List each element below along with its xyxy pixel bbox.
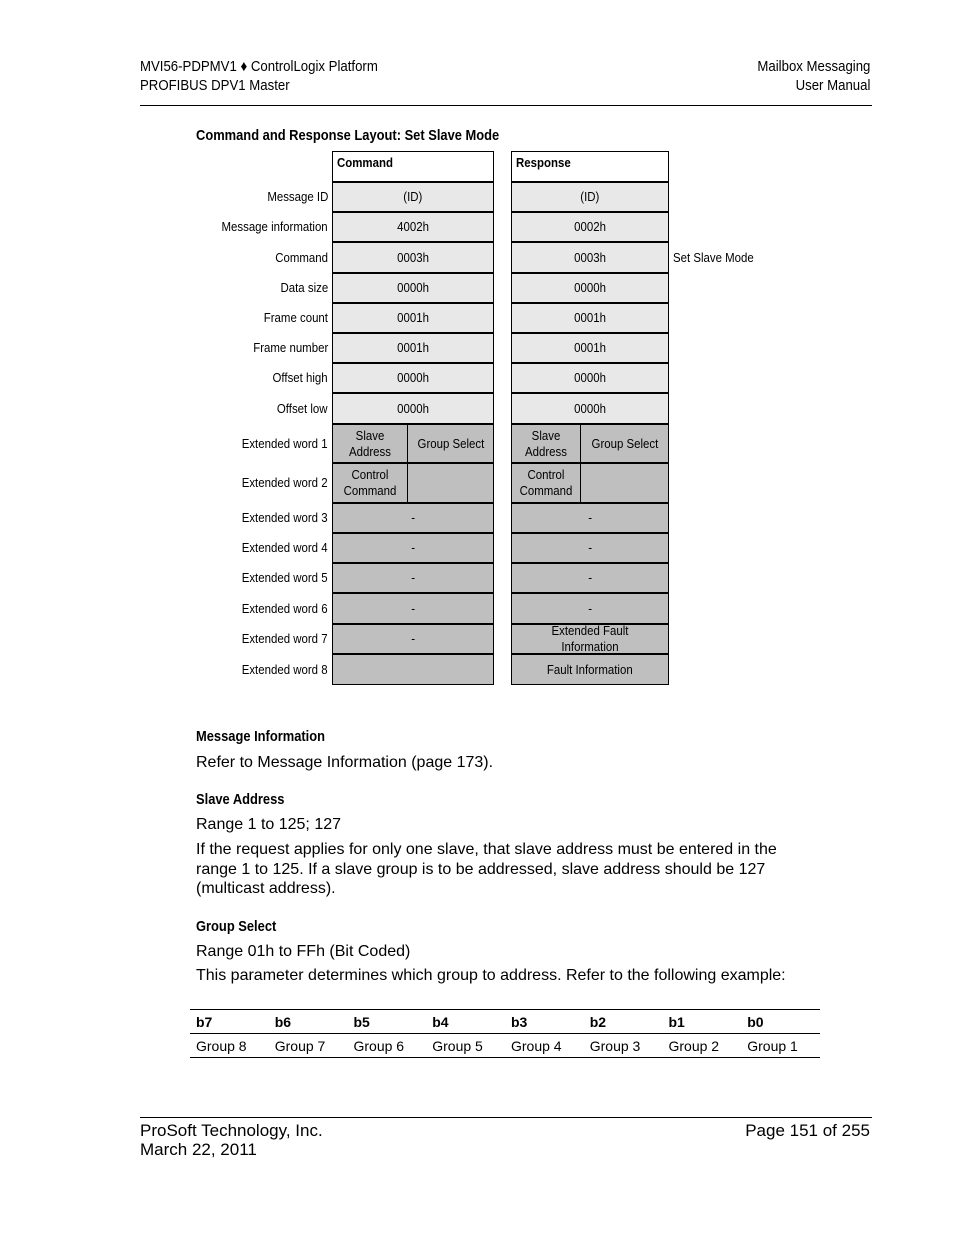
command-cell-text: (ID) bbox=[403, 189, 423, 204]
command-cell-text: 0003h bbox=[397, 249, 429, 265]
command-cell-text: - bbox=[411, 540, 415, 555]
row-note: Set Slave Mode bbox=[673, 249, 754, 265]
command-cell bbox=[407, 463, 494, 503]
command-cell-text: - bbox=[411, 631, 415, 646]
row-label: Command bbox=[275, 249, 328, 265]
header-doc-type: User Manual bbox=[795, 77, 870, 94]
row-label: Extended word 6 bbox=[242, 600, 328, 616]
group-select-text: This parameter determines which group to address. Refer to the following example: bbox=[196, 967, 786, 984]
message-info-text: Refer to Message Information (page 173). bbox=[196, 754, 494, 771]
command-cell-text: Slave Address bbox=[349, 427, 391, 459]
group-cell: Group 4 bbox=[505, 1034, 584, 1058]
command-cell-text: 0000h bbox=[397, 370, 429, 385]
command-cell bbox=[332, 393, 494, 424]
response-cell-text: Fault Information bbox=[547, 661, 633, 677]
response-cell bbox=[511, 393, 669, 424]
bit-cell: b0 bbox=[741, 1010, 820, 1034]
header-left bbox=[140, 57, 378, 95]
command-cell bbox=[332, 303, 494, 333]
command-cell-text: Control Command bbox=[343, 467, 397, 498]
command-cell-text: - bbox=[411, 600, 415, 616]
group-cell: Group 1 bbox=[741, 1034, 820, 1058]
response-cell bbox=[511, 503, 669, 533]
footer-date: March 22, 2011 bbox=[140, 1140, 257, 1159]
row-label: Extended word 8 bbox=[242, 661, 328, 677]
command-cell bbox=[332, 273, 494, 303]
response-cell bbox=[511, 654, 669, 685]
response-cell bbox=[511, 533, 669, 563]
row-label: Extended word 5 bbox=[242, 570, 328, 585]
slave-address-range: Range 1 to 125; 127 bbox=[196, 816, 342, 833]
command-cell bbox=[332, 424, 408, 463]
row-label: Extended word 2 bbox=[242, 475, 328, 490]
command-cell-text: 0000h bbox=[397, 280, 429, 295]
row-label: Extended word 7 bbox=[242, 631, 328, 646]
footer-left bbox=[140, 1121, 323, 1159]
group-cell: Group 8 bbox=[190, 1034, 269, 1058]
command-cell bbox=[332, 533, 494, 563]
row-label: Extended word 1 bbox=[242, 435, 328, 451]
response-cell-text: - bbox=[588, 570, 592, 585]
response-cell-text: 0002h bbox=[574, 219, 606, 234]
command-cell bbox=[332, 654, 494, 685]
response-cell-text: - bbox=[588, 510, 592, 525]
group-cell: Group 5 bbox=[426, 1034, 505, 1058]
response-cell bbox=[511, 212, 669, 242]
row-label: Data size bbox=[280, 280, 328, 295]
command-cell-text: 0000h bbox=[397, 400, 429, 416]
group-value-row bbox=[190, 1034, 820, 1058]
header-subtitle: PROFIBUS DPV1 Master bbox=[140, 77, 290, 94]
response-cell bbox=[511, 593, 669, 624]
slave-address-heading: Slave Address bbox=[196, 791, 285, 808]
response-cell-text: 0000h bbox=[574, 370, 606, 385]
response-cell bbox=[580, 424, 669, 463]
command-cell bbox=[332, 563, 494, 593]
row-label: Frame count bbox=[263, 310, 328, 325]
group-select-heading: Group Select bbox=[196, 918, 277, 935]
response-cell-text: Slave Address bbox=[525, 427, 567, 459]
row-label: Frame number bbox=[252, 340, 328, 355]
command-cell bbox=[332, 503, 494, 533]
response-cell bbox=[511, 303, 669, 333]
response-cell bbox=[580, 463, 669, 503]
command-cell-text: Group Select bbox=[417, 435, 484, 451]
response-cell bbox=[511, 424, 581, 463]
bit-cell: b5 bbox=[348, 1010, 427, 1034]
command-column-header: Command bbox=[332, 151, 494, 182]
response-cell-text: 0000h bbox=[574, 400, 606, 416]
bit-header-row bbox=[190, 1010, 820, 1034]
response-cell-text: Control Command bbox=[519, 467, 573, 498]
response-cell-text: Group Select bbox=[591, 435, 658, 451]
row-label: Message ID bbox=[266, 189, 328, 204]
group-cell: Group 2 bbox=[663, 1034, 742, 1058]
header-chapter: Mailbox Messaging bbox=[757, 58, 870, 75]
header-divider bbox=[140, 105, 872, 106]
response-cell-text: 0001h bbox=[574, 340, 606, 355]
bit-cell: b2 bbox=[584, 1010, 663, 1034]
response-cell bbox=[511, 242, 669, 273]
response-cell bbox=[511, 463, 581, 503]
response-cell-text: 0000h bbox=[574, 280, 606, 295]
response-cell bbox=[511, 333, 669, 363]
group-bit-table bbox=[190, 1009, 820, 1058]
bit-cell: b3 bbox=[505, 1010, 584, 1034]
command-cell-text: - bbox=[411, 570, 415, 585]
footer-page-number: Page 151 of 255 bbox=[745, 1121, 870, 1140]
command-cell bbox=[332, 333, 494, 363]
command-cell-text: 0001h bbox=[397, 340, 429, 355]
bit-cell: b4 bbox=[426, 1010, 505, 1034]
group-cell: Group 3 bbox=[584, 1034, 663, 1058]
row-label: Offset high bbox=[272, 370, 328, 385]
footer-company: ProSoft Technology, Inc. bbox=[140, 1121, 323, 1140]
header-product: MVI56-PDPMV1 ♦ ControlLogix Platform bbox=[140, 58, 378, 75]
group-cell: Group 6 bbox=[348, 1034, 427, 1058]
response-cell-text: 0001h bbox=[574, 310, 606, 325]
response-cell-text: - bbox=[588, 540, 592, 555]
command-cell-text: 0001h bbox=[397, 310, 429, 325]
layout-title: Command and Response Layout: Set Slave Mode bbox=[196, 127, 500, 144]
response-cell-text: (ID) bbox=[580, 189, 600, 204]
response-cell bbox=[511, 563, 669, 593]
command-cell bbox=[332, 463, 408, 503]
command-cell-text: - bbox=[411, 510, 415, 525]
response-cell bbox=[511, 363, 669, 393]
footer-divider bbox=[140, 1117, 872, 1118]
group-cell: Group 7 bbox=[269, 1034, 348, 1058]
message-info-heading: Message Information bbox=[196, 728, 326, 745]
command-cell bbox=[407, 424, 494, 463]
group-select-range: Range 01h to FFh (Bit Coded) bbox=[196, 943, 411, 960]
command-cell bbox=[332, 363, 494, 393]
response-column-header: Response bbox=[511, 151, 669, 182]
row-label: Extended word 4 bbox=[242, 540, 328, 555]
bit-cell: b6 bbox=[269, 1010, 348, 1034]
row-label: Offset low bbox=[277, 400, 328, 416]
response-cell-text: 0003h bbox=[574, 249, 606, 265]
bit-cell: b7 bbox=[190, 1010, 269, 1034]
header-right bbox=[757, 57, 870, 95]
row-label: Message information bbox=[221, 219, 328, 234]
response-cell bbox=[511, 624, 669, 654]
bit-cell: b1 bbox=[663, 1010, 742, 1034]
command-cell bbox=[332, 212, 494, 242]
command-cell bbox=[332, 593, 494, 624]
response-cell bbox=[511, 182, 669, 212]
command-cell bbox=[332, 242, 494, 273]
response-cell bbox=[511, 273, 669, 303]
command-cell-text: 4002h bbox=[397, 219, 429, 234]
response-cell-text: Extended Fault Information bbox=[551, 624, 629, 654]
row-label: Extended word 3 bbox=[242, 510, 328, 525]
response-cell-text: - bbox=[588, 600, 592, 616]
slave-address-text: If the request applies for only one slave, that slave address must be entered in the range 1 to 125. If a slave group is to be addressed, slave address should be 127 (multicast address). bbox=[196, 841, 777, 897]
command-cell bbox=[332, 624, 494, 654]
command-cell bbox=[332, 182, 494, 212]
